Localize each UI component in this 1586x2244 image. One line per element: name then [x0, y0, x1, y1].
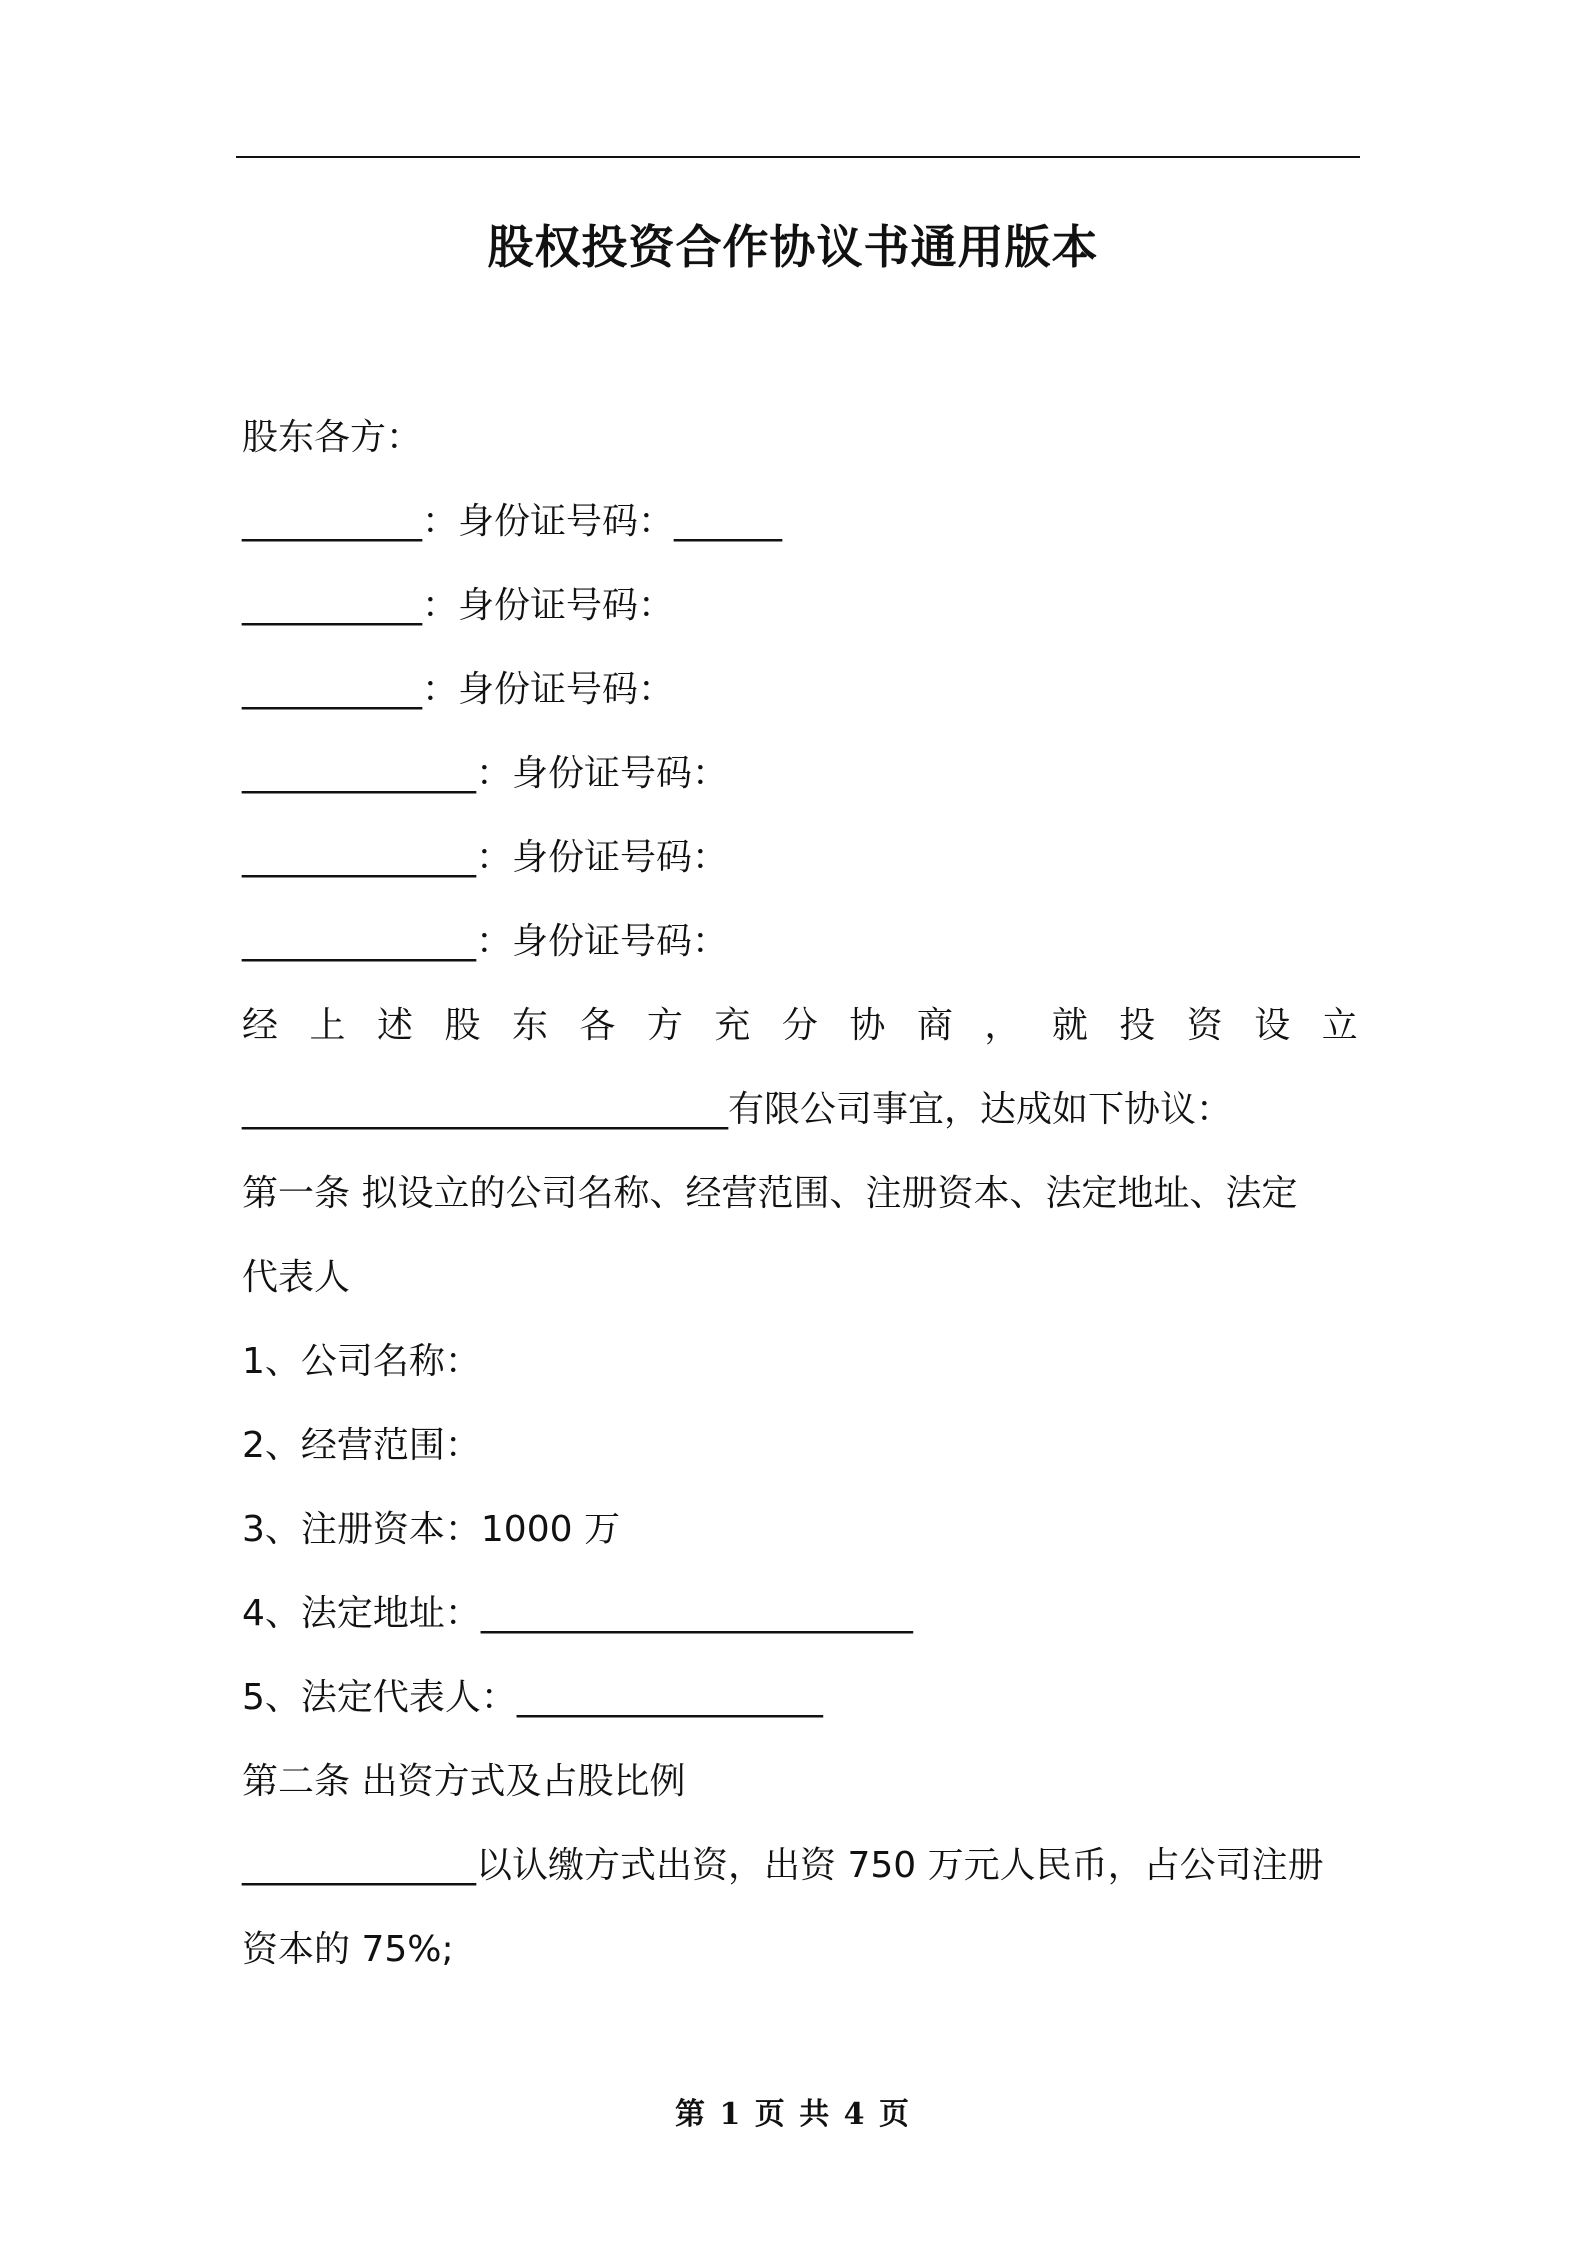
shareholder-line-6: _____________：身份证号码：	[242, 921, 729, 962]
justified-char: 充	[714, 1005, 751, 1046]
contribution-line-1: _____________以认缴方式出资，出资 750 万元人民币，占公司注册	[242, 1845, 1324, 1886]
justified-char: 立	[1321, 1005, 1358, 1046]
article-1-heading-cont: 代表人	[242, 1257, 351, 1298]
item-legal-address: 4、法定地址：________________________	[242, 1593, 913, 1634]
shareholder-line-4: _____________：身份证号码：	[242, 753, 729, 794]
preamble-line-2: ___________________________有限公司事宜，达成如下协议：	[242, 1089, 1233, 1130]
item-company-name: 1、公司名称：	[242, 1341, 481, 1382]
document-title: 股权投资合作协议书通用版本	[487, 220, 1099, 274]
item-business-scope: 2、经营范围：	[242, 1425, 481, 1466]
article-2-heading: 第二条 出资方式及占股比例	[242, 1761, 686, 1802]
justified-char: ，	[984, 1005, 1021, 1046]
justified-char: 述	[376, 1005, 413, 1046]
justified-char: 协	[849, 1005, 886, 1046]
item-legal-representative: 5、法定代表人：_________________	[242, 1677, 823, 1718]
preamble-line-1	[242, 984, 1358, 1068]
justified-char: 各	[579, 1005, 616, 1046]
shareholder-line-2: __________：身份证号码：	[242, 585, 675, 626]
justified-char: 资	[1186, 1005, 1223, 1046]
shareholder-line-5: _____________：身份证号码：	[242, 837, 729, 878]
shareholder-line-1: __________：身份证号码：______	[242, 501, 783, 542]
contribution-line-2: 资本的 75%;	[242, 1929, 454, 1970]
item-registered-capital: 3、注册资本：1000 万	[242, 1509, 620, 1550]
justified-char: 投	[1119, 1005, 1156, 1046]
justified-char: 股	[444, 1005, 481, 1046]
header-rule	[236, 156, 1360, 158]
article-1-heading: 第一条 拟设立的公司名称、经营范围、注册资本、法定地址、法定	[242, 1173, 1298, 1214]
shareholder-line-3: __________：身份证号码：	[242, 669, 675, 710]
justified-char: 分	[781, 1005, 818, 1046]
justified-char: 东	[511, 1005, 548, 1046]
justified-char: 上	[309, 1005, 346, 1046]
justified-char: 就	[1051, 1005, 1088, 1046]
justified-char: 商	[916, 1005, 953, 1046]
justified-char: 方	[646, 1005, 683, 1046]
shareholders-heading: 股东各方：	[242, 417, 423, 458]
justified-char: 设	[1254, 1005, 1291, 1046]
page-number: 第 1 页 共 4 页	[675, 2097, 911, 2132]
justified-char: 经	[242, 1005, 279, 1046]
